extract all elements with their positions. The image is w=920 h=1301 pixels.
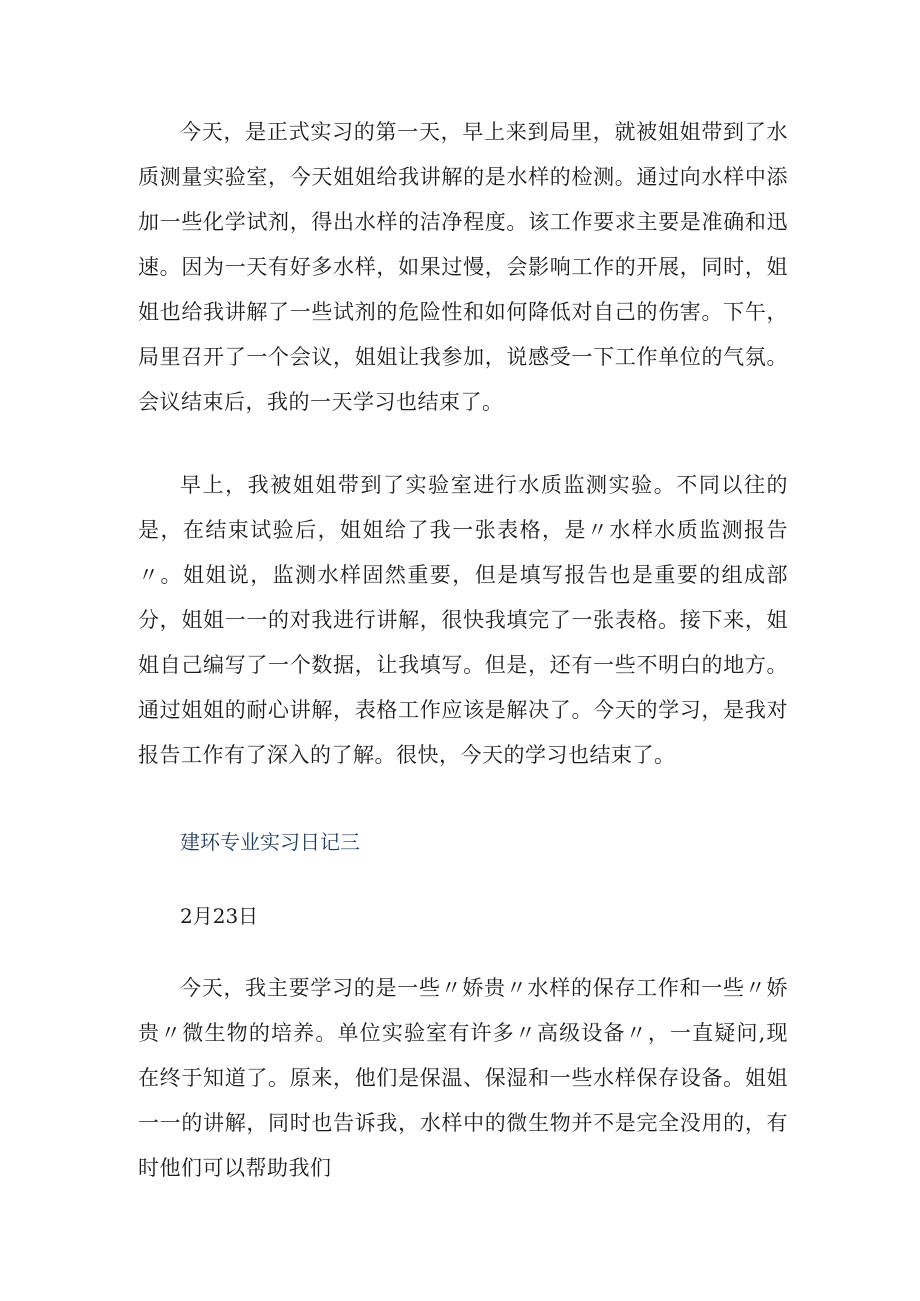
diary-paragraph-3: 今天，我主要学习的是一些〃娇贵〃水样的保存工作和一些〃娇贵〃微生物的培养。单位实验室有许多〃高级设备〃，一直疑问,现在终于知道了。原来，他们是保温、保湿和一些水样保存设备。姐姐一一的讲解，同时也告诉我，水样中的微生物并不是完全没用的，有时他们可以帮助我们	[138, 976, 788, 1180]
diary-paragraph-2: 早上，我被姐姐带到了实验室进行水质监测实验。不同以往的是，在结束试验后，姐姐给了我一张表格，是〃水样水质监测报告〃。姐姐说，监测水样固然重要，但是填写报告也是重要的组成部分，姐姐一一的对我进行讲解，很快我填完了一张表格。接下来，姐姐自己编写了一个数据，让我填写。但是，还有一些不明白的地方。通过姐姐的耐心讲解，表格工作应该是解决了。今天的学习，是我对报告工作有了深入的了解。很快，今天的学习也结束了。	[138, 473, 788, 767]
entry-date: 2月23日	[180, 904, 259, 928]
section-heading: 建环专业实习日记三	[180, 830, 360, 854]
diary-paragraph-1: 今天，是正式实习的第一天，早上来到局里，就被姐姐带到了水质测量实验室，今天姐姐给我讲解的是水样的检测。通过向水样中添加一些化学试剂，得出水样的洁净程度。该工作要求主要是准确和迅速。因为一天有好多水样，如果过慢，会影响工作的开展，同时，姐姐也给我讲解了一些试剂的危险性和如何降低对自己的伤害。下午，局里召开了一个会议，姐姐让我参加，说感受一下工作单位的气氛。会议结束后，我的一天学习也结束了。	[138, 120, 788, 414]
